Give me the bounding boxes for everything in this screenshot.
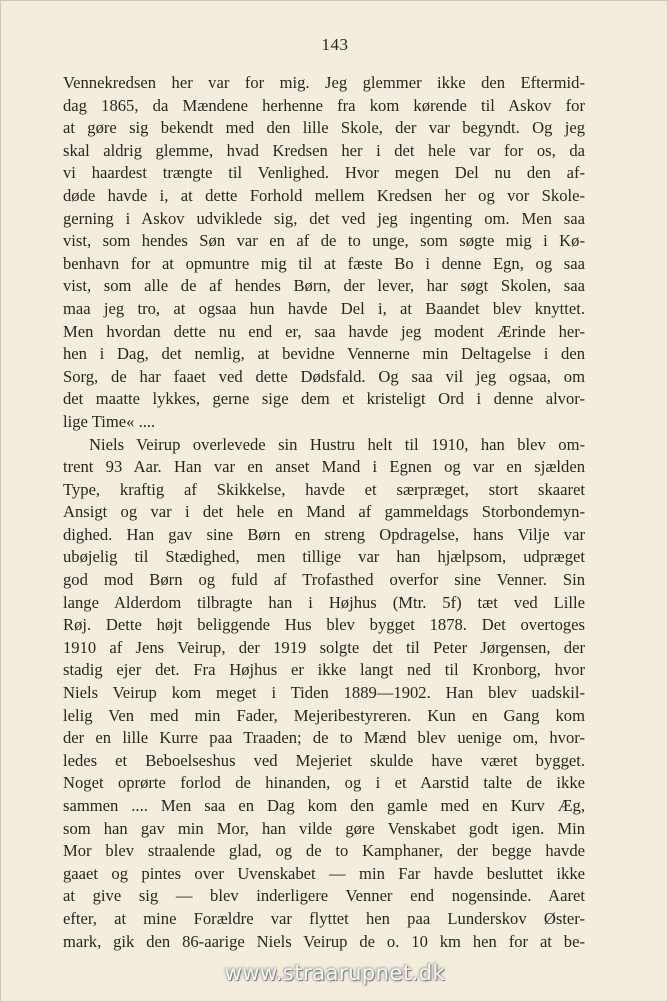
text-line: Niels Veirup kom meget i Tiden 1889—1902. Han blev uadskil- (63, 683, 585, 703)
paragraph-first-line: Niels Veirup overlevede sin Hustru helt til 1910, han blev om- (89, 434, 585, 454)
text-line: der en lille Kurre paa Traaden; de to Mænd blev uenige om, hvor- (63, 728, 585, 748)
text-line: dag 1865, da Mændene herhenne fra kom kørende til Askov for (63, 95, 585, 115)
text-line: maa jeg tro, at ogsaa hun havde Del i, at Baandet blev knyttet. (63, 298, 585, 318)
text-line: som han gav min Mor, han vilde gøre Venskabet godt igen. Min (63, 818, 585, 838)
text-line: mark, gik den 86-aarige Niels Veirup de o. 10 km hen for at be- (63, 931, 585, 951)
site-watermark: www.straarupnet.dk (224, 961, 446, 985)
text-line: ubøjelig til Stædighed, men tillige var han hjælpsom, udpræget (63, 547, 585, 567)
text-line: at gøre sig bekendt med den lille Skole, der var begyndt. Og jeg (63, 118, 585, 138)
text-line: gaaet og pintes over Uvenskabet — min Far havde besluttet ikke (63, 863, 585, 883)
text-line: Ansigt og var i det hele en Mand af gammeldags Storbondemyn- (63, 502, 585, 522)
body-text (63, 72, 585, 953)
text-line: skal aldrig glemme, hvad Kredsen her i det hele var for os, da (63, 140, 585, 160)
text-line: gerning i Askov udviklede sig, det ved jeg ingenting om. Men saa (63, 208, 585, 228)
text-line: Røj. Dette højt beliggende Hus blev bygget 1878. Det overtoges (63, 615, 585, 635)
text-line: vist, som hendes Søn var en af de to unge, som søgte mig i Kø- (63, 231, 585, 251)
text-line: Type, kraftig af Skikkelse, havde et særpræget, stort skaaret (63, 479, 585, 499)
text-line: det maatte lykkes, gerne sige dem et kristeligt Ord i denne alvor- (63, 389, 585, 409)
text-line: stadig ejer det. Fra Højhus er ikke langt ned til Kronborg, hvor (63, 660, 585, 680)
text-line: Noget oprørte forlod de hinanden, og i et Aarstid talte de ikke (63, 773, 585, 793)
text-line: Mor blev straalende glad, og de to Kamphaner, der begge havde (63, 841, 585, 861)
text-line: at give sig — blev inderligere Venner end nogensinde. Aaret (63, 886, 585, 906)
text-line: 1910 af Jens Veirup, der 1919 solgte det til Peter Jørgensen, der (63, 637, 585, 657)
text-line: trent 93 Aar. Han var en anset Mand i Egnen og var en sjælden (63, 457, 585, 477)
text-line: ledes et Beboelseshus ved Mejeriet skulde have været bygget. (63, 750, 585, 770)
text-line: vi haardest trængte til Venlighed. Hvor megen Del nu den af- (63, 163, 585, 183)
text-line: dighed. Han gav sine Børn en streng Opdragelse, hans Vilje var (63, 524, 585, 544)
text-line: lige Time« .... (63, 411, 156, 431)
text-line: døde havde i, at dette Forhold mellem Kredsen her og vor Skole- (63, 185, 585, 205)
text-line: Vennekredsen her var for mig. Jeg glemmer ikke den Eftermid- (63, 73, 585, 92)
text-line: vist, som alle de af hendes Børn, der lever, har søgt Skolen, saa (63, 276, 585, 296)
text-line: lelig Ven med min Fader, Mejeribestyreren. Kun en Gang kom (63, 705, 585, 725)
text-line: Sorg, de har faaet ved dette Dødsfald. Og saa vil jeg ogsaa, om (63, 366, 585, 386)
page-number: 143 (321, 35, 349, 54)
text-line: Men hvordan dette nu end er, saa havde jeg modent Ærinde her- (63, 321, 585, 341)
text-line: sammen .... Men saa en Dag kom den gamle med en Kurv Æg, (63, 796, 585, 815)
text-line: lange Alderdom tilbragte han i Højhus (Mtr. 5f) tæt ved Lille (63, 592, 585, 612)
text-line: benhavn for at opmuntre mig til at fæste Bo i denne Egn, og saa (63, 253, 585, 273)
text-line: efter, at mine Forældre var flyttet hen paa Lunderskov Øster- (63, 908, 585, 928)
text-line: hen i Dag, det nemlig, at bevidne Vennerne min Deltagelse i den (63, 344, 585, 364)
text-line: god mod Børn og fuld af Trofasthed overfor sine Venner. Sin (63, 570, 585, 590)
